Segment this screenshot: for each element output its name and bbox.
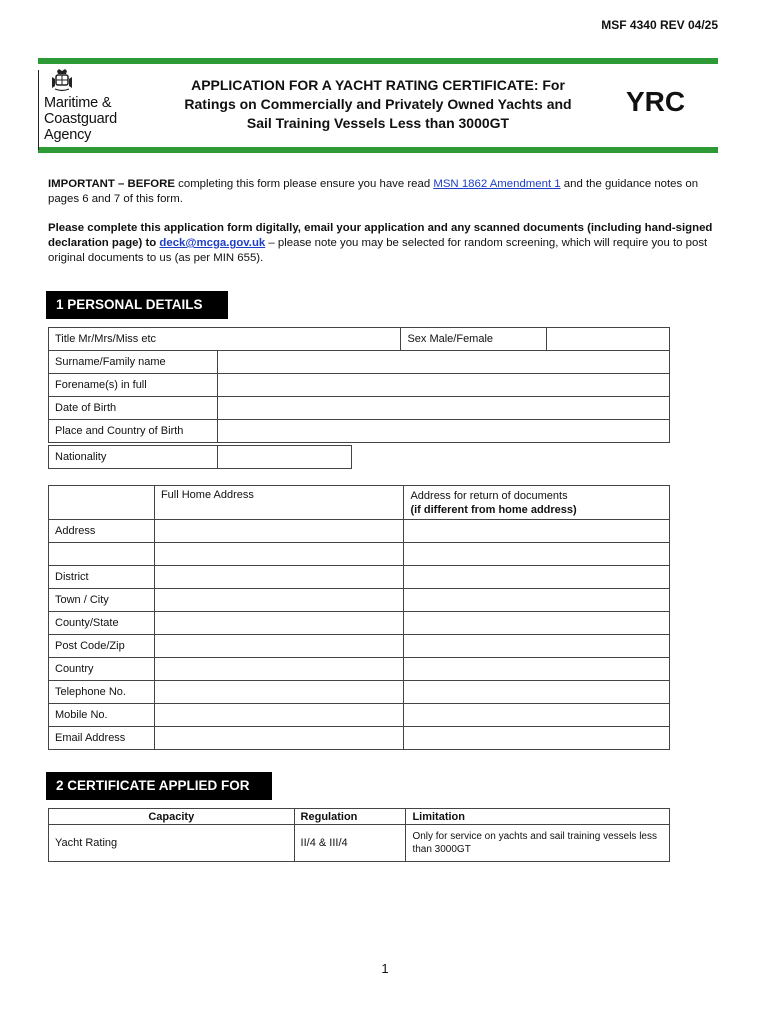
table-row (49, 374, 670, 397)
table-row (49, 612, 670, 635)
home-address-field[interactable] (154, 635, 404, 658)
capacity-header: Capacity (49, 809, 295, 825)
address-row-label (49, 543, 155, 566)
address-row-label: Telephone No. (49, 681, 155, 704)
return-address-field[interactable] (404, 566, 670, 589)
table-row (49, 809, 670, 825)
home-address-field[interactable] (154, 566, 404, 589)
notice-text-1: completing this form please ensure you have read (175, 178, 434, 190)
return-address-title: Address for return of documents (410, 490, 568, 502)
home-address-field[interactable] (154, 589, 404, 612)
return-address-field[interactable] (404, 727, 670, 750)
regulation-value: II/4 & III/4 (294, 825, 406, 862)
return-address-header (404, 486, 670, 520)
home-address-field[interactable] (154, 681, 404, 704)
return-address-field[interactable] (404, 520, 670, 543)
section-1-heading: 1 PERSONAL DETAILS (46, 291, 228, 319)
title-line-3: Sail Training Vessels Less than 3000GT (246, 115, 510, 131)
address-header-blank (49, 486, 155, 520)
certificate-code: YRC (626, 86, 686, 117)
notice-text-2: and the guidance notes on pages 6 and 7 of this form. (48, 178, 699, 205)
email-link[interactable]: deck@mcga.gov.uk (159, 237, 266, 249)
submission-instructions (48, 221, 724, 266)
table-row (49, 635, 670, 658)
address-row-label: District (49, 566, 155, 589)
agency-line-2: Coastguard (44, 111, 117, 127)
surname-label: Surname/Family name (49, 351, 218, 374)
table-row (49, 681, 670, 704)
table-row (49, 589, 670, 612)
table-row (49, 520, 670, 543)
important-notice (48, 177, 724, 207)
address-row-label: Email Address (49, 727, 155, 750)
return-address-field[interactable] (404, 681, 670, 704)
royal-crest-icon (50, 68, 74, 92)
form-code: MSF 4340 REV 04/25 (601, 18, 718, 32)
home-address-field[interactable] (154, 543, 404, 566)
title-label: Title Mr/Mrs/Miss etc (49, 328, 401, 351)
address-table (48, 485, 670, 750)
table-row (49, 658, 670, 681)
return-address-field[interactable] (404, 612, 670, 635)
form-title (160, 76, 596, 133)
nationality-field[interactable] (217, 446, 351, 469)
header-bottom-bar (38, 147, 718, 153)
return-address-note: (if different from home address) (410, 504, 577, 516)
address-row-label: Address (49, 520, 155, 543)
home-address-field[interactable] (154, 612, 404, 635)
return-address-field[interactable] (404, 704, 670, 727)
address-row-label: Country (49, 658, 155, 681)
pob-field[interactable] (217, 420, 669, 443)
address-row-label: Mobile No. (49, 704, 155, 727)
surname-field[interactable] (217, 351, 669, 374)
sex-field[interactable] (547, 328, 670, 351)
sex-label: Sex Male/Female (401, 328, 547, 351)
msn-link[interactable]: MSN 1862 Amendment 1 (433, 178, 561, 190)
pob-label: Place and Country of Birth (49, 420, 218, 443)
home-address-header: Full Home Address (154, 486, 404, 520)
table-row (49, 328, 670, 351)
return-address-field[interactable] (404, 543, 670, 566)
logo-divider (38, 70, 39, 150)
agency-line-1: Maritime & (44, 95, 112, 111)
home-address-field[interactable] (154, 727, 404, 750)
forenames-label: Forename(s) in full (49, 374, 218, 397)
agency-name (44, 95, 117, 143)
personal-details-table (48, 327, 670, 443)
title-line-1: APPLICATION FOR A YACHT RATING CERTIFICATE: For (191, 77, 565, 93)
limitation-value: Only for service on yachts and sail training vessels less than 3000GT (406, 825, 670, 862)
address-row-label: Post Code/Zip (49, 635, 155, 658)
instructions-bold: Please complete this application form digitally, email your application and any scanned documents (including hand-signed declaration page) to (48, 222, 713, 249)
table-row (49, 566, 670, 589)
home-address-field[interactable] (154, 658, 404, 681)
nationality-table (48, 445, 352, 469)
address-row-label: County/State (49, 612, 155, 635)
important-label: IMPORTANT – BEFORE (48, 178, 175, 190)
page-number: 1 (381, 961, 389, 976)
regulation-header: Regulation (294, 809, 406, 825)
address-row-label: Town / City (49, 589, 155, 612)
forenames-field[interactable] (217, 374, 669, 397)
table-row (49, 446, 352, 469)
dob-label: Date of Birth (49, 397, 218, 420)
instructions-text: – please note you may be selected for random screening, which will require you to post original documents to us (as per MIN 655). (48, 237, 708, 264)
table-row (49, 825, 670, 862)
table-row (49, 543, 670, 566)
home-address-field[interactable] (154, 704, 404, 727)
table-row (49, 704, 670, 727)
table-row (49, 397, 670, 420)
limitation-header: Limitation (406, 809, 670, 825)
title-line-2: Ratings on Commercially and Privately Owned Yachts and (184, 96, 572, 112)
table-row (49, 727, 670, 750)
header-top-bar (38, 58, 718, 64)
return-address-field[interactable] (404, 635, 670, 658)
table-row (49, 486, 670, 520)
table-row (49, 351, 670, 374)
capacity-value: Yacht Rating (49, 825, 295, 862)
home-address-field[interactable] (154, 520, 404, 543)
table-row (49, 420, 670, 443)
section-2-heading: 2 CERTIFICATE APPLIED FOR (46, 772, 272, 800)
agency-line-3: Agency (44, 127, 92, 143)
certificate-table (48, 808, 670, 862)
dob-field[interactable] (217, 397, 669, 420)
return-address-field[interactable] (404, 658, 670, 681)
return-address-field[interactable] (404, 589, 670, 612)
nationality-label: Nationality (49, 446, 218, 469)
